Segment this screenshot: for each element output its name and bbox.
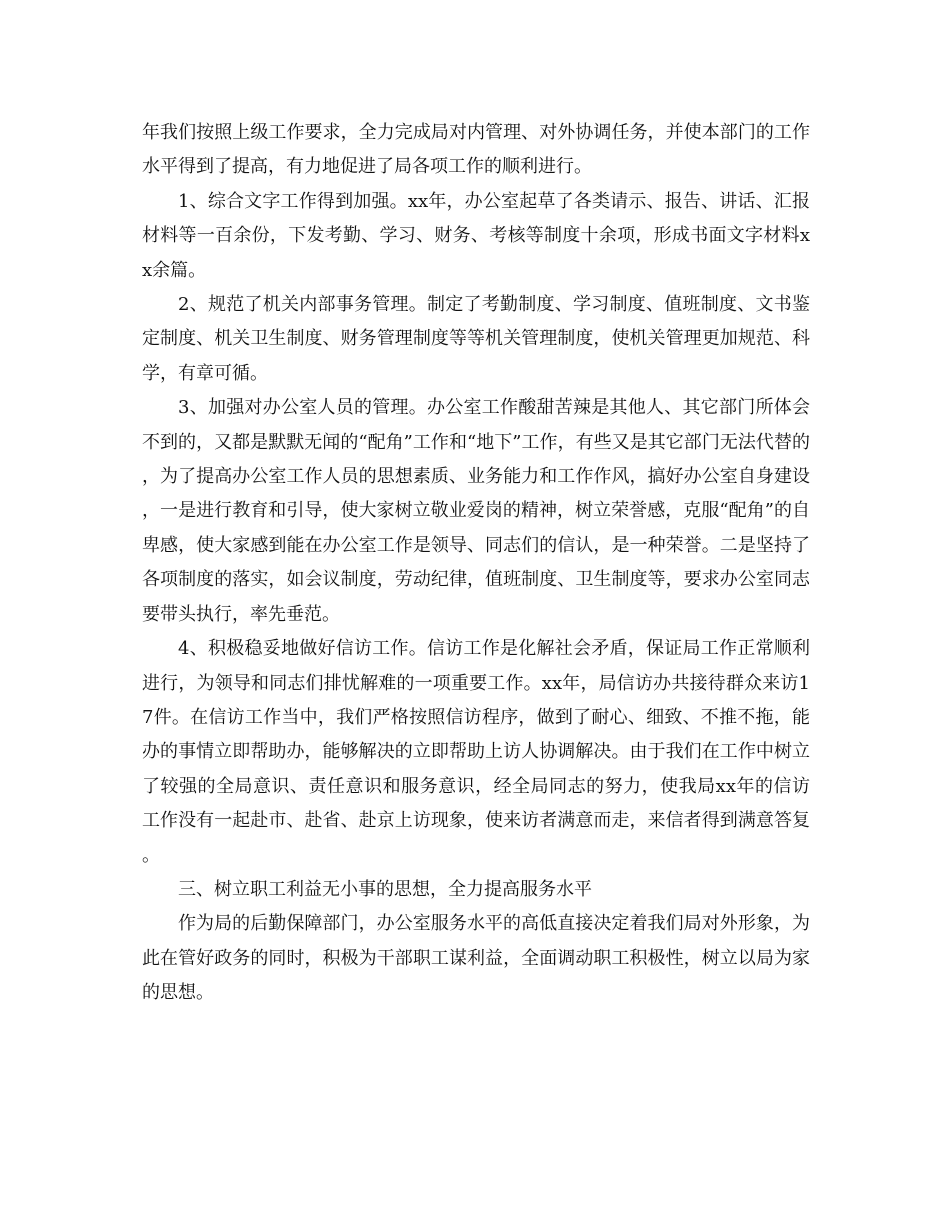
paragraph-closing: 作为局的后勤保障部门，办公室服务水平的高低直接决定着我们局对外形象，为此在管好政务的同时，积极为干部职工谋利益，全面调动职工积极性，树立以局为家的思想。	[142, 913, 810, 1004]
paragraph-item-2: 2、规范了机关内部事务管理。制定了考勤制度、学习制度、值班制度、文书鉴定制度、机关卫生制度、财务管理制度等等机关管理制度，使机关管理更加规范、科学，有章可循。	[142, 294, 810, 384]
document-body	[142, 116, 810, 1011]
paragraph-item-3: 3、加强对办公室人员的管理。办公室工作酸甜苦辣是其他人、其它部门所体会不到的，又都是默默无闻的“配角”工作和“地下”工作，有些又是其它部门无法代替的，为了提高办公室工作人员的思想素质、业务能力和工作作风，搞好办公室自身建设，一是进行教育和引导，使大家树立敬业爱岗的精神，树立荣誉感，克服“配角”的自卑感，使大家感到能在办公室工作是领导、同志们的信认，是一种荣誉。二是坚持了各项制度的落实，如会议制度，劳动纪律，值班制度、卫生制度等，要求办公室同志要带头执行，率先垂范。	[142, 397, 810, 625]
paragraph-item-1: 1、综合文字工作得到加强。xx年，办公室起草了各类请示、报告、讲话、汇报材料等一百余份，下发考勤、学习、财务、考核等制度十余项，形成书面文字材料xx余篇。	[142, 190, 810, 281]
paragraph-item-4: 4、积极稳妥地做好信访工作。信访工作是化解社会矛盾，保证局工作正常顺利进行，为领导和同志们排忧解难的一项重要工作。xx年，局信访办共接待群众来访17件。在信访工作当中，我们严格按照信访程序，做到了耐心、细致、不推不拖，能办的事情立即帮助办，能够解决的立即帮助上访人协调解决。由于我们在工作中树立了较强的全局意识、责任意识和服务意识，经全局同志的努力，使我局xx年的信访工作没有一起赴市、赴省、赴京上访现象，使来访者满意而走，来信者得到满意答复。	[142, 638, 810, 866]
section-heading: 三、树立职工利益无小事的思想，全力提高服务水平	[178, 878, 592, 900]
paragraph-intro-continuation: 年我们按照上级工作要求，全力完成局对内管理、对外协调任务，并使本部门的工作水平得到了提高，有力地促进了局各项工作的顺利进行。	[142, 122, 810, 178]
